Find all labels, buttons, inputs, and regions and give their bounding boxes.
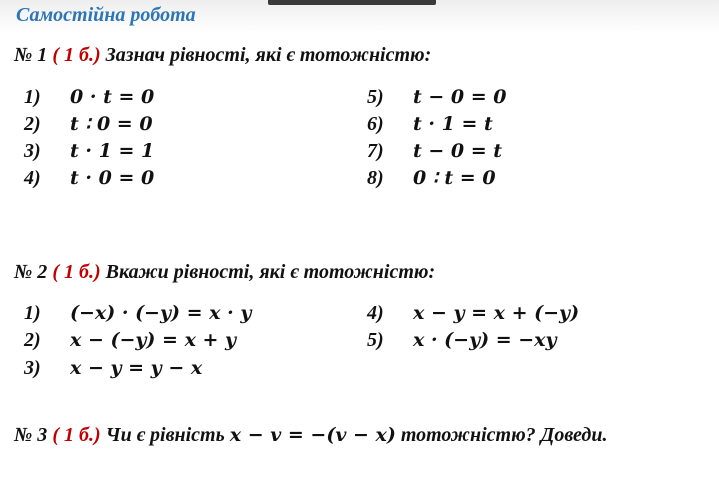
item-number: 4): [24, 167, 41, 189]
task2-item-3: [24, 355, 202, 382]
item-equation: t · 1 = t: [413, 113, 493, 135]
item-number: 8): [367, 167, 384, 189]
task1-item-8: [367, 165, 496, 192]
task3-prompt-start: Чи є рівність: [105, 424, 225, 446]
task1-item-2: [24, 111, 153, 138]
item-equation: 0 ∶ t = 0: [413, 167, 496, 189]
task1-item-7: [367, 138, 502, 165]
item-equation: x · (−y) = −xy: [413, 329, 557, 351]
item-equation: x − y = y − x: [70, 357, 203, 379]
item-equation: x − (−y) = x + y: [70, 329, 237, 351]
item-number: 4): [367, 302, 384, 324]
task3-number: № 3: [14, 424, 48, 446]
item-equation: x − y = x + (−y): [413, 302, 580, 324]
task2-points: ( 1 б.): [52, 261, 101, 283]
top-tab-bar: [268, 0, 436, 5]
task1-item-5: [367, 84, 507, 111]
item-number: 1): [24, 302, 41, 324]
task2-heading: [14, 261, 435, 284]
page-title: Самостійна робота: [16, 4, 196, 26]
task2-number: № 2: [14, 261, 48, 283]
task3-heading: [14, 424, 607, 447]
task1-item-3: [24, 138, 154, 165]
task1-number: № 1: [14, 44, 48, 66]
item-number: 2): [24, 329, 41, 351]
task1-points: ( 1 б.): [52, 44, 101, 66]
task3-equation: x − v = −(v − x): [229, 424, 396, 446]
task2-item-4: [367, 300, 579, 327]
task1-item-4: [24, 165, 154, 192]
item-equation: 0 · t = 0: [70, 86, 155, 108]
task1-heading: [14, 44, 431, 67]
item-equation: t ∶ 0 = 0: [70, 113, 153, 135]
task1-item-6: [367, 111, 493, 138]
item-number: 2): [24, 113, 41, 135]
task2-item-2: [24, 327, 236, 354]
item-number: 5): [367, 329, 384, 351]
item-equation: t · 1 = 1: [70, 140, 155, 162]
item-equation: t · 0 = 0: [70, 167, 155, 189]
task1-item-1: [24, 84, 154, 111]
task2-item-5: [367, 327, 557, 354]
item-number: 3): [24, 357, 41, 379]
task3-points: ( 1 б.): [52, 424, 101, 446]
item-number: 6): [367, 113, 384, 135]
item-number: 3): [24, 140, 41, 162]
item-equation: (−x) · (−y) = x · y: [70, 302, 252, 324]
item-number: 1): [24, 86, 41, 108]
item-equation: t − 0 = t: [413, 140, 503, 162]
task2-item-1: [24, 300, 251, 327]
task3-prompt-end: тотожністю? Доведи.: [400, 424, 608, 446]
item-number: 5): [367, 86, 384, 108]
item-equation: t − 0 = 0: [413, 86, 507, 108]
item-number: 7): [367, 140, 384, 162]
task2-prompt: Вкажи рівності, які є тотожністю:: [105, 261, 436, 283]
task1-prompt: Зазнач рівності, які є тотожністю:: [105, 44, 432, 66]
